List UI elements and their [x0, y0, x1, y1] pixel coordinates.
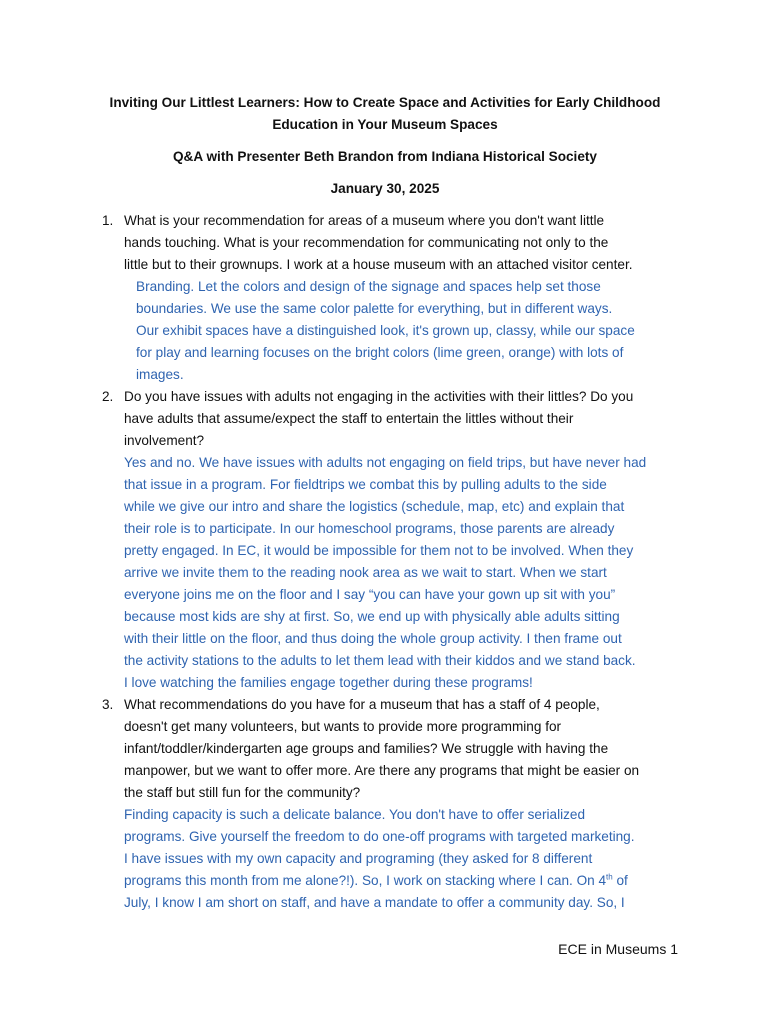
answer-text: Yes and no. We have issues with adults not engaging on field trips, but have never had that issue in a program. For fieldtrips we combat this by pulling adults to the side while we give our intro and share the logistics (schedule, map, etc) and explain that their role is to participate. In our homeschool programs, those parents are already pretty engaged. In EC, it would be impossible for them not to be involved. When they arrive we invite them to the reading nook area as we wait to start. When we start everyone joins me on the floor and I say “you can have your gown up sit with you” because most kids are shy at first. So, we end up with physically able adults sitting with their little on the floor, and thus doing the whole group activity. I then frame out the activity stations to the adults to let them lead with their kiddos and we stand back. I love watching the families engage together during these programs!: [124, 455, 647, 690]
question-item-1: [0, 210, 770, 386]
answer-superscript: th: [606, 872, 613, 882]
question-number: 1.: [102, 213, 114, 228]
title-text: Inviting Our Littlest Learners: How to Create Space and Activities for Early Childhood Education in Your Museum Spaces: [109, 95, 661, 132]
question-number: 2.: [102, 389, 114, 404]
question-list: [0, 210, 770, 914]
question-item-2: [0, 386, 770, 694]
document-date: January 30, 2025: [330, 181, 440, 196]
answer-text: Branding. Let the colors and design of the signage and spaces help set those boundaries. We use the same color palette for everything, but in different ways. Our exhibit spaces have a distinguished look, it's grown up, classy, while our space for play and learning focuses on the bright colors (lime green, orange) with lots of images.: [136, 279, 635, 382]
question-text: What is your recommendation for areas of a museum where you don't want little hands touching. What is your recommendation for communicating not only to the little but to their grownups. I work at a house museum with an attached visitor center.: [124, 213, 633, 272]
answer-text: [124, 804, 684, 914]
question-text: Do you have issues with adults not engaging in the activities with their littles? Do you have adults that assume/expect the staff to entertain the littles without their involvement?: [124, 389, 634, 448]
page-footer: ECE in Museums 1: [558, 941, 678, 957]
question-item-3: [0, 694, 770, 914]
document-subtitle: Q&A with Presenter Beth Brandon from Indiana Historical Society: [172, 149, 597, 164]
answer-text-part1: Finding capacity is such a delicate balance. You don't have to offer serialized programs. Give yourself the freedom to do one-off programs with targeted marketing. I have issues with my own capacity and programing (they asked for 8 different programs this month from me alone?!). So, I work on stacking where I can. On 4: [124, 807, 635, 888]
question-text: What recommendations do you have for a museum that has a staff of 4 people, doesn't get many volunteers, but wants to provide more programming for infant/toddler/kindergarten age groups and families? We struggle with having the manpower, but we want to offer more. Are there any programs that might be easier on the staff but still fun for the community?: [124, 697, 640, 800]
question-number: 3.: [102, 697, 114, 712]
answer-text-part2: of July, I know I am short on staff, and have a mandate to offer a community day. So, I: [124, 873, 628, 910]
document-title: [80, 92, 690, 136]
